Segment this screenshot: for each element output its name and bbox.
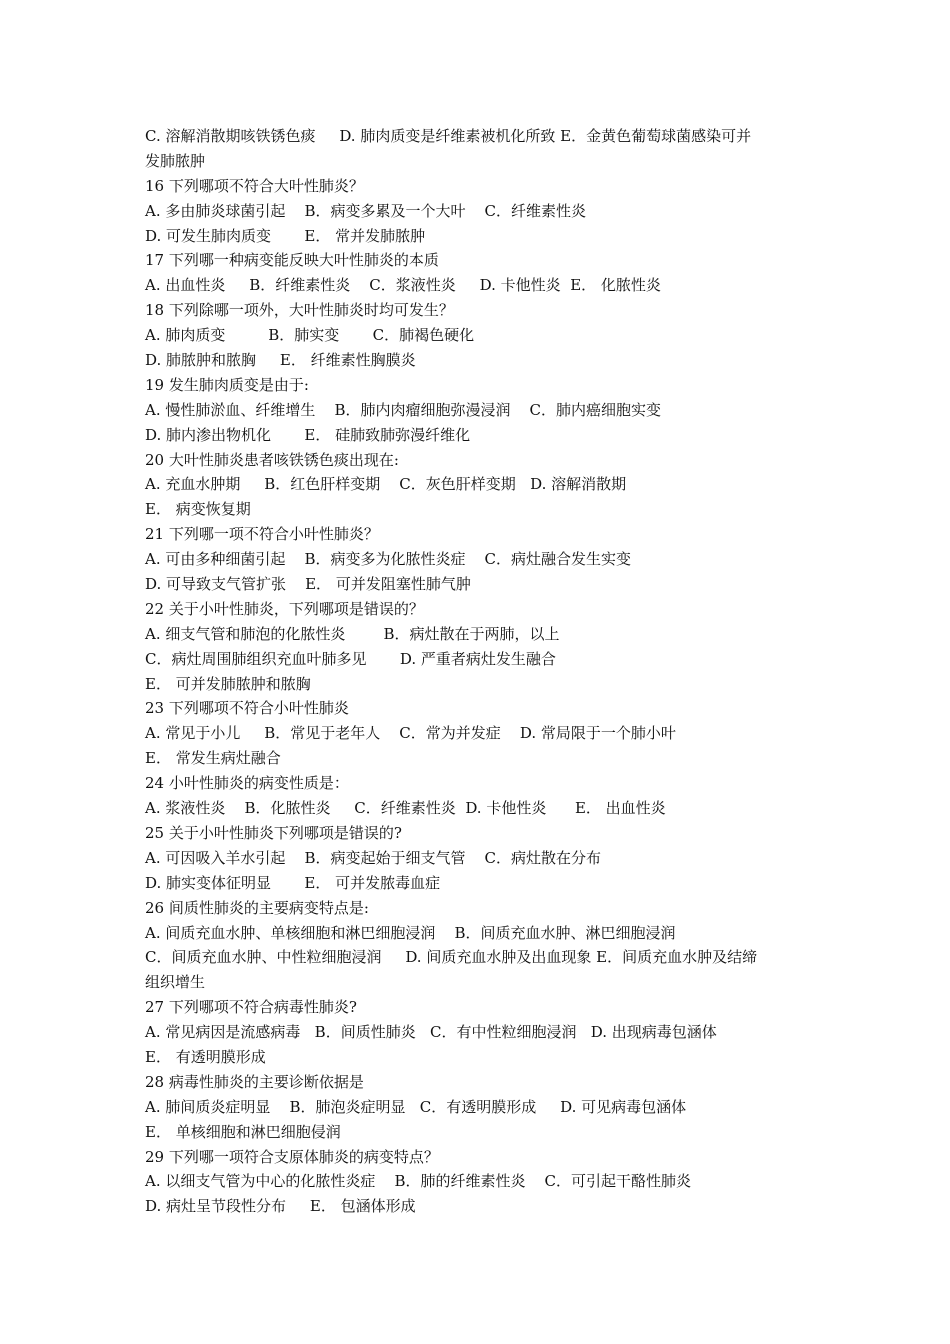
document-page <box>145 124 815 1219</box>
question-28: 28 病毒性肺炎的主要诊断依据是 <box>145 1072 364 1091</box>
options-line: A. 浆液性炎 B．化脓性炎 C．纤维素性炎 D. 卡他性炎 E． 出血性炎 <box>145 799 666 818</box>
options-line: C．病灶周围肺组织充血叶肺多见 D. 严重者病灶发生融合 <box>145 649 556 668</box>
options-line: 组织增生 <box>145 973 206 992</box>
options-line: A. 肺肉质变 B．肺实变 C．肺褐色硬化 <box>145 326 475 345</box>
options-line: E． 常发生病灶融合 <box>145 749 281 768</box>
options-line: A. 慢性肺淤血、纤维增生 B．肺内肉瘤细胞弥漫浸润 C．肺内癌细胞实变 <box>145 400 662 419</box>
options-line: E． 可并发肺脓肿和脓胸 <box>145 674 311 693</box>
options-line: A. 出血性炎 B．纤维素性炎 C．浆液性炎 D. 卡他性炎 E． 化脓性炎 <box>145 276 661 295</box>
question-24: 24 小叶性肺炎的病变性质是： <box>145 774 349 793</box>
question-25: 25 关于小叶性肺炎下列哪项是错误的? <box>145 823 402 842</box>
options-line: D. 肺内渗出物机化 E． 硅肺致肺弥漫纤维化 <box>145 425 471 444</box>
text-line: 发肺脓肿 <box>145 151 206 170</box>
question-21: 21 下列哪一项不符合小叶性肺炎？ <box>145 525 379 544</box>
options-line: A. 以细支气管为中心的化脓性炎症 B．肺的纤维素性炎 C．可引起干酪性肺炎 <box>145 1172 692 1191</box>
question-27: 27 下列哪项不符合病毒性肺炎? <box>145 998 357 1017</box>
question-18: 18 下列除哪一项外，大叶性肺炎时均可发生？ <box>145 301 454 320</box>
options-line: A. 常见病因是流感病毒 B．间质性肺炎 C．有中性粒细胞浸润 D. 出现病毒包涵体 <box>145 1023 717 1042</box>
options-line: A. 间质充血水肿、单核细胞和淋巴细胞浸润 B．间质充血水肿、淋巴细胞浸润 <box>145 923 676 942</box>
options-line: A. 多由肺炎球菌引起 B．病变多累及一个大叶 C．纤维素性炎 <box>145 201 587 220</box>
question-26: 26 间质性肺炎的主要病变特点是: <box>145 898 369 917</box>
options-line: A. 充血水肿期 B．红色肝样变期 C．灰色肝样变期 D. 溶解消散期 <box>145 475 627 494</box>
options-line: A. 可由多种细菌引起 B．病变多为化脓性炎症 C．病灶融合发生实变 <box>145 550 632 569</box>
question-22: 22 关于小叶性肺炎，下列哪项是错误的？ <box>145 599 424 618</box>
options-line: D. 可发生肺肉质变 E． 常并发肺脓肿 <box>145 226 426 245</box>
options-line: E． 有透明膜形成 <box>145 1047 266 1066</box>
question-29: 29 下列哪一项符合支原体肺炎的病变特点？ <box>145 1147 439 1166</box>
options-line: E． 病变恢复期 <box>145 500 251 519</box>
options-line: E． 单核细胞和淋巴细胞侵润 <box>145 1122 341 1141</box>
options-line: D. 肺实变体征明显 E． 可并发脓毒血症 <box>145 873 441 892</box>
options-line: A. 细支气管和肺泡的化脓性炎 B．病灶散在于两肺，以上 <box>145 624 560 643</box>
question-23: 23 下列哪项不符合小叶性肺炎 <box>145 699 349 718</box>
options-line: A. 肺间质炎症明显 B．肺泡炎症明显 C．有透明膜形成 D. 可见病毒包涵体 <box>145 1097 687 1116</box>
question-17: 17 下列哪一种病变能反映大叶性肺炎的本质 <box>145 251 439 270</box>
question-19: 19 发生肺肉质变是由于: <box>145 375 309 394</box>
options-line: D. 肺脓肿和脓胸 E． 纤维素性胸膜炎 <box>145 351 416 370</box>
options-line: C．间质充血水肿、中性粒细胞浸润 D. 间质充血水肿及出血现象 E．间质充血水肿及结缔 <box>145 948 758 967</box>
options-line: A. 可因吸入羊水引起 B．病变起始于细支气管 C．病灶散在分布 <box>145 848 602 867</box>
options-line: D. 可导致支气管扩张 E． 可并发阻塞性肺气肿 <box>145 575 471 594</box>
question-16: 16 下列哪项不符合大叶性肺炎？ <box>145 176 364 195</box>
text-line: C. 溶解消散期咳铁锈色痰 D. 肺肉质变是纤维素被机化所致 E．金黄色葡萄球菌感染可并 <box>145 127 752 145</box>
question-20: 20 大叶性肺炎患者咳铁锈色痰出现在: <box>145 450 399 469</box>
options-line: A. 常见于小儿 B．常见于老年人 C．常为并发症 D. 常局限于一个肺小叶 <box>145 724 676 743</box>
options-line: D. 病灶呈节段性分布 E． 包涵体形成 <box>145 1197 416 1216</box>
